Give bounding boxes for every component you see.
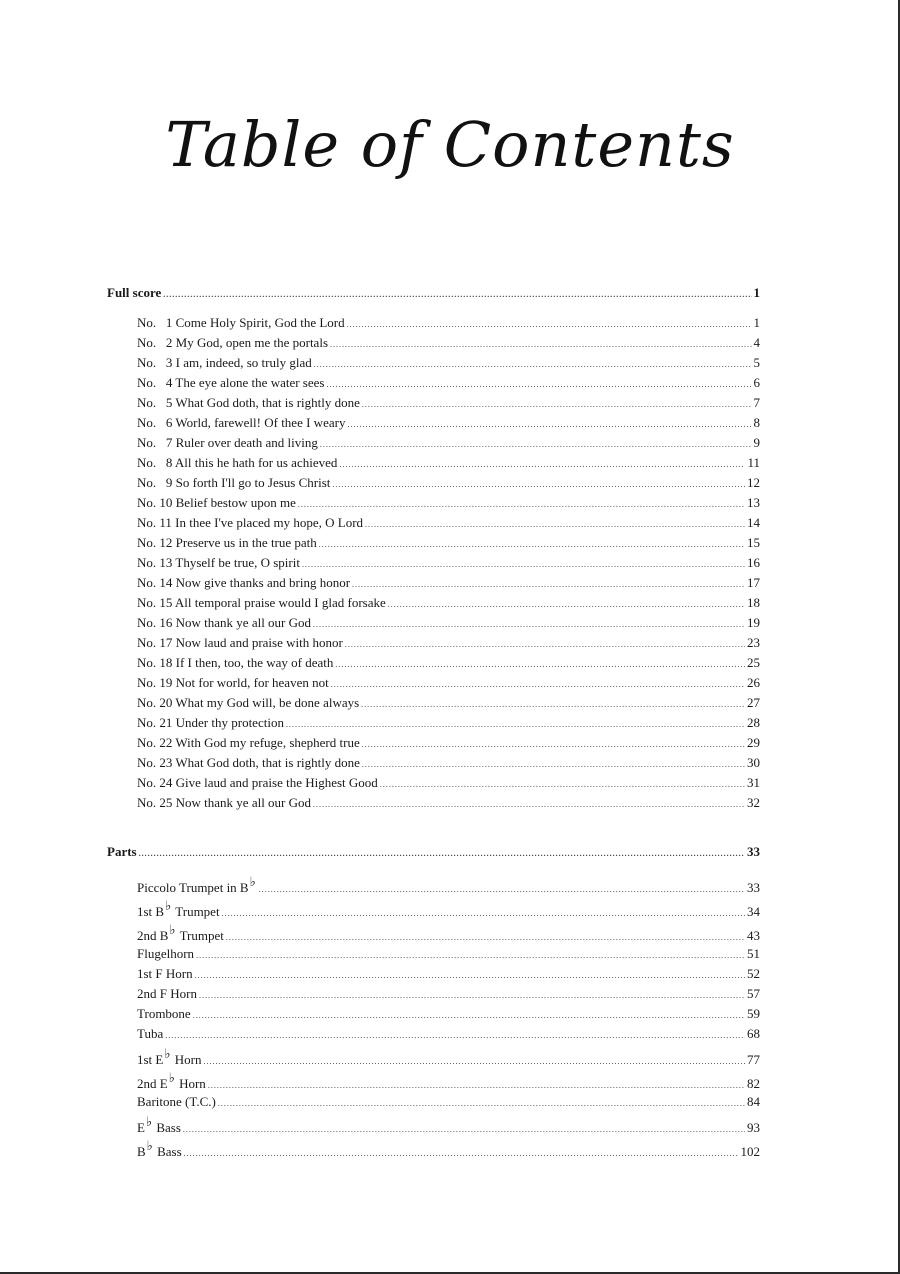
entry-title: No. 24 Give laud and praise the Highest Good — [137, 775, 378, 790]
entry-title-pre: 2nd E — [137, 1076, 168, 1091]
parts-heading[interactable] — [107, 844, 760, 864]
entry-page: 29 — [747, 735, 760, 750]
leader-dots — [298, 500, 745, 509]
entry-title — [137, 966, 193, 982]
entry-title — [137, 1070, 206, 1092]
leader-dots — [163, 290, 751, 299]
entry-title — [137, 922, 224, 944]
entry-title-pre: 2nd F Horn — [137, 986, 197, 1001]
entry-page: 16 — [747, 555, 760, 570]
leader-dots — [331, 680, 745, 689]
entry-title: No. 4 The eye alone the water sees — [137, 375, 325, 390]
parts-section — [107, 844, 760, 1162]
entry-page: 5 — [753, 355, 760, 370]
full-score-section — [107, 285, 760, 815]
entry-page: 7 — [753, 395, 760, 410]
toc-entry[interactable] — [107, 535, 760, 555]
toc-entry[interactable] — [107, 675, 760, 695]
flat-symbol: ♭ — [169, 922, 176, 937]
entry-page: 32 — [747, 795, 760, 810]
toc-entry[interactable] — [107, 735, 760, 755]
entry-title: No. 19 Not for world, for heaven not — [137, 675, 329, 690]
entry-page: 12 — [747, 475, 760, 490]
leader-dots — [339, 460, 745, 469]
entry-title: No. 15 All temporal praise would I glad forsake — [137, 595, 386, 610]
leader-dots — [218, 1099, 745, 1108]
toc-entry[interactable] — [107, 946, 760, 966]
entry-title-pre: E — [137, 1120, 145, 1135]
leader-dots — [361, 700, 745, 709]
leader-dots — [183, 1125, 745, 1134]
entry-page: 14 — [747, 515, 760, 530]
entry-title — [137, 898, 220, 920]
leader-dots — [362, 400, 752, 409]
leader-dots — [319, 540, 745, 549]
toc-entry[interactable] — [107, 595, 760, 615]
toc-entry[interactable] — [107, 355, 760, 375]
leader-dots — [199, 991, 745, 1000]
entry-title-pre: Baritone (T.C.) — [137, 1094, 216, 1109]
toc-entry[interactable] — [107, 635, 760, 655]
entry-page: 82 — [747, 1076, 760, 1091]
entry-title-pre: B — [137, 1144, 146, 1159]
toc-entry[interactable] — [107, 1094, 760, 1114]
toc-entry[interactable] — [107, 435, 760, 455]
toc-entry[interactable] — [107, 1046, 760, 1070]
entry-title: No. 9 So forth I'll go to Jesus Christ — [137, 475, 331, 490]
leader-dots — [347, 320, 752, 329]
leader-dots — [365, 520, 745, 529]
toc-entry[interactable] — [107, 615, 760, 635]
entry-title-pre: 1st F Horn — [137, 966, 193, 981]
entry-title — [137, 1046, 201, 1068]
entry-page: 11 — [747, 455, 760, 470]
toc-entry[interactable] — [107, 555, 760, 575]
leader-dots — [208, 1081, 745, 1090]
entry-title: No. 6 World, farewell! Of thee I weary — [137, 415, 346, 430]
toc-entry[interactable] — [107, 315, 760, 335]
entry-page: 1 — [753, 315, 760, 330]
full-score-page: 1 — [753, 285, 760, 300]
entry-page: 15 — [747, 535, 760, 550]
entry-page: 68 — [747, 1026, 760, 1041]
toc-entry[interactable] — [107, 335, 760, 355]
entry-title — [137, 1026, 163, 1042]
entry-title: No. 11 In thee I've placed my hope, O Lord — [137, 515, 364, 530]
toc-entry[interactable] — [107, 375, 760, 395]
leader-dots — [203, 1057, 745, 1066]
entry-title: No. 5 What God doth, that is rightly done — [137, 395, 360, 410]
entry-title: No. 25 Now thank ye all our God — [137, 795, 312, 810]
entry-title: No. 10 Belief bestow upon me — [137, 495, 296, 510]
entry-title-post: Trumpet — [172, 904, 220, 919]
parts-page: 33 — [747, 844, 760, 859]
toc-entry[interactable] — [107, 415, 760, 435]
toc-entry[interactable] — [107, 395, 760, 415]
entry-title-pre: 2nd B — [137, 928, 169, 943]
toc-entry[interactable] — [107, 495, 760, 515]
entry-title-pre: Piccolo Trumpet in B — [137, 880, 249, 895]
toc-entry[interactable] — [107, 455, 760, 475]
leader-dots — [195, 971, 745, 980]
entry-title: No. 8 All this he hath for us achieved — [137, 455, 338, 470]
toc-entry[interactable] — [107, 986, 760, 1006]
entry-title: No. 7 Ruler over death and living — [137, 435, 318, 450]
full-score-heading[interactable] — [107, 285, 760, 305]
entry-title-post: Bass — [153, 1120, 181, 1135]
entry-page: 28 — [747, 715, 760, 730]
leader-dots — [362, 760, 745, 769]
entry-page: 57 — [747, 986, 760, 1001]
toc-entry[interactable] — [107, 898, 760, 922]
entry-page: 26 — [747, 675, 760, 690]
entry-title: No. 16 Now thank ye all our God — [137, 615, 312, 630]
entry-title-post: Bass — [153, 1144, 182, 1159]
toc-entry[interactable] — [107, 874, 760, 898]
entry-page: 25 — [747, 655, 760, 670]
flat-symbol: ♭ — [146, 1138, 153, 1153]
leader-dots — [320, 440, 752, 449]
entry-title: No. 21 Under thy protection — [137, 715, 284, 730]
entry-page: 34 — [747, 904, 760, 919]
entry-title: No. 13 Thyself be true, O spirit — [137, 555, 300, 570]
flat-symbol: ♭ — [168, 1070, 175, 1085]
entry-page: 6 — [753, 375, 760, 390]
entry-title: No. 12 Preserve us in the true path — [137, 535, 317, 550]
toc-entry[interactable] — [107, 1070, 760, 1094]
entry-title: No. 17 Now laud and praise with honor — [137, 635, 343, 650]
entry-title-post: Horn — [171, 1052, 202, 1067]
entry-page: 18 — [747, 595, 760, 610]
entry-title — [137, 1006, 191, 1022]
entry-title — [137, 874, 257, 896]
toc-entry[interactable] — [107, 775, 760, 795]
entry-page: 84 — [747, 1094, 760, 1109]
toc-entry[interactable] — [107, 1138, 760, 1162]
entry-page: 31 — [747, 775, 760, 790]
entry-page: 102 — [740, 1144, 760, 1159]
entry-page: 51 — [747, 946, 760, 961]
toc-entry[interactable] — [107, 475, 760, 495]
leader-dots — [362, 740, 745, 749]
leader-dots — [222, 909, 745, 918]
toc-entry[interactable] — [107, 795, 760, 815]
entry-title — [137, 1094, 216, 1110]
leader-dots — [347, 420, 751, 429]
flat-symbol: ♭ — [164, 1046, 171, 1061]
leader-dots — [196, 951, 745, 960]
leader-dots — [352, 580, 745, 589]
leader-dots — [139, 849, 745, 858]
entry-page: 33 — [747, 880, 760, 895]
leader-dots — [302, 560, 745, 569]
leader-dots — [335, 660, 745, 669]
leader-dots — [313, 800, 745, 809]
entry-title-pre: Tuba — [137, 1026, 164, 1041]
entry-title-post: Trumpet — [176, 928, 224, 943]
entry-page: 13 — [747, 495, 760, 510]
entry-title: No. 2 My God, open me the portals — [137, 335, 329, 350]
flat-symbol: ♭ — [165, 898, 172, 913]
entry-title — [137, 1114, 181, 1136]
toc-entry[interactable] — [107, 575, 760, 595]
leader-dots — [184, 1149, 739, 1158]
entry-page: 77 — [747, 1052, 760, 1067]
entry-title-pre: 1st B — [137, 904, 165, 919]
toc-entry[interactable] — [107, 755, 760, 775]
leader-dots — [226, 933, 745, 942]
entry-title: No. 1 Come Holy Spirit, God the Lord — [137, 315, 345, 330]
entry-page: 4 — [753, 335, 760, 350]
leader-dots — [380, 780, 745, 789]
toc-entry[interactable] — [107, 966, 760, 986]
leader-dots — [313, 620, 745, 629]
entry-page: 23 — [747, 635, 760, 650]
entry-page: 19 — [747, 615, 760, 630]
toc-entry[interactable] — [107, 1026, 760, 1046]
flat-symbol: ♭ — [249, 874, 256, 889]
parts-list — [107, 874, 760, 1162]
flat-symbol: ♭ — [145, 1114, 153, 1129]
entry-title — [137, 1138, 182, 1160]
entry-page: 52 — [747, 966, 760, 981]
entry-title — [137, 946, 194, 962]
entry-title: No. 18 If I then, too, the way of death — [137, 655, 334, 670]
entry-title: No. 3 I am, indeed, so truly glad — [137, 355, 312, 370]
leader-dots — [345, 640, 745, 649]
toc-entry[interactable] — [107, 655, 760, 675]
entry-page: 9 — [753, 435, 760, 450]
leader-dots — [193, 1011, 745, 1020]
entry-page: 93 — [747, 1120, 760, 1135]
entry-page: 8 — [753, 415, 760, 430]
page-title: Table of Contents — [165, 108, 735, 181]
toc-entry[interactable] — [107, 695, 760, 715]
leader-dots — [314, 360, 752, 369]
entry-page: 30 — [747, 755, 760, 770]
toc-entry[interactable] — [107, 922, 760, 946]
entry-page: 43 — [747, 928, 760, 943]
entry-page: 59 — [747, 1006, 760, 1021]
entry-title-pre: Trombone — [137, 1006, 191, 1021]
toc-entry[interactable] — [107, 515, 760, 535]
entry-title-pre: 1st E — [137, 1052, 164, 1067]
entry-title: No. 20 What my God will, be done always — [137, 695, 360, 710]
entry-title-pre: Flugelhorn — [137, 946, 195, 961]
parts-label: Parts — [107, 844, 137, 859]
entry-page: 27 — [747, 695, 760, 710]
entry-page: 17 — [747, 575, 760, 590]
full-score-list — [107, 315, 760, 815]
entry-title: No. 22 With God my refuge, shepherd true — [137, 735, 360, 750]
leader-dots — [259, 885, 745, 894]
leader-dots — [286, 720, 745, 729]
toc-entry[interactable] — [107, 1006, 760, 1026]
leader-dots — [332, 480, 745, 489]
toc-entry[interactable] — [107, 715, 760, 735]
leader-dots — [330, 340, 751, 349]
leader-dots — [388, 600, 745, 609]
full-score-label: Full score — [107, 285, 162, 300]
leader-dots — [165, 1031, 745, 1040]
entry-title: No. 14 Now give thanks and bring honor — [137, 575, 351, 590]
entry-title: No. 23 What God doth, that is rightly done — [137, 755, 360, 770]
leader-dots — [326, 380, 751, 389]
entry-title — [137, 986, 197, 1002]
toc-entry[interactable] — [107, 1114, 760, 1138]
entry-title-post: Horn — [175, 1076, 206, 1091]
